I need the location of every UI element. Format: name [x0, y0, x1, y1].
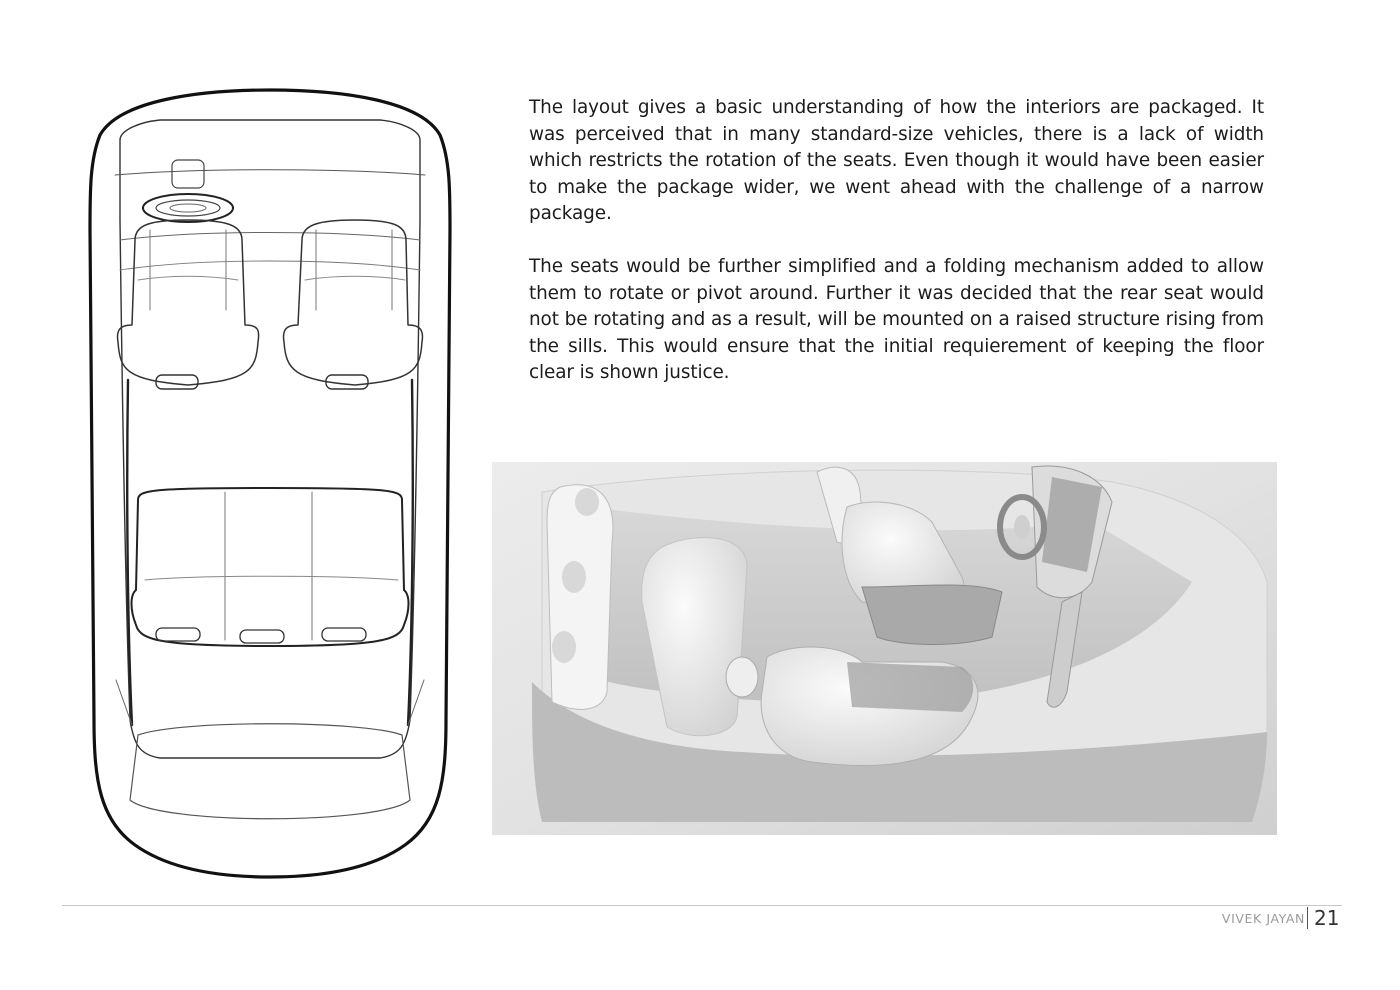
paragraph-2: The seats would be further simplified and a folding mechanism added to allow them to rotate or pivot around. Further it was decided that the rear seat would not be rotating and as a result, will be mounted on a raised structure rising from the sills. This would ensure that the initial requierement of keeping the floor clear is shown justice.	[529, 255, 1264, 384]
page-number: 21	[1314, 906, 1340, 930]
cabin-outline	[120, 120, 420, 758]
rear-window	[130, 724, 410, 819]
page-number-separator	[1307, 907, 1308, 929]
car-top-view-drawing	[80, 80, 460, 880]
steering-wheel	[143, 160, 233, 222]
paragraph-1: The layout gives a basic understanding of how the interiors are packaged. It was perceived that in many standard-size vehicles, there is a lack of width which restricts the rotation of the seats. Even though it would have been easier to make the package wider, we went ahead with the challenge of a narrow package.	[529, 97, 1264, 225]
front-left-seat	[118, 220, 259, 389]
front-right-seat	[284, 220, 423, 389]
interior-render-image	[492, 462, 1277, 835]
author-name: VIVEK JAYAN	[1221, 911, 1305, 926]
rear-bench-seat	[132, 488, 409, 646]
body-text	[529, 95, 1264, 413]
footer-divider	[62, 905, 1342, 906]
dashboard-line	[115, 170, 425, 175]
